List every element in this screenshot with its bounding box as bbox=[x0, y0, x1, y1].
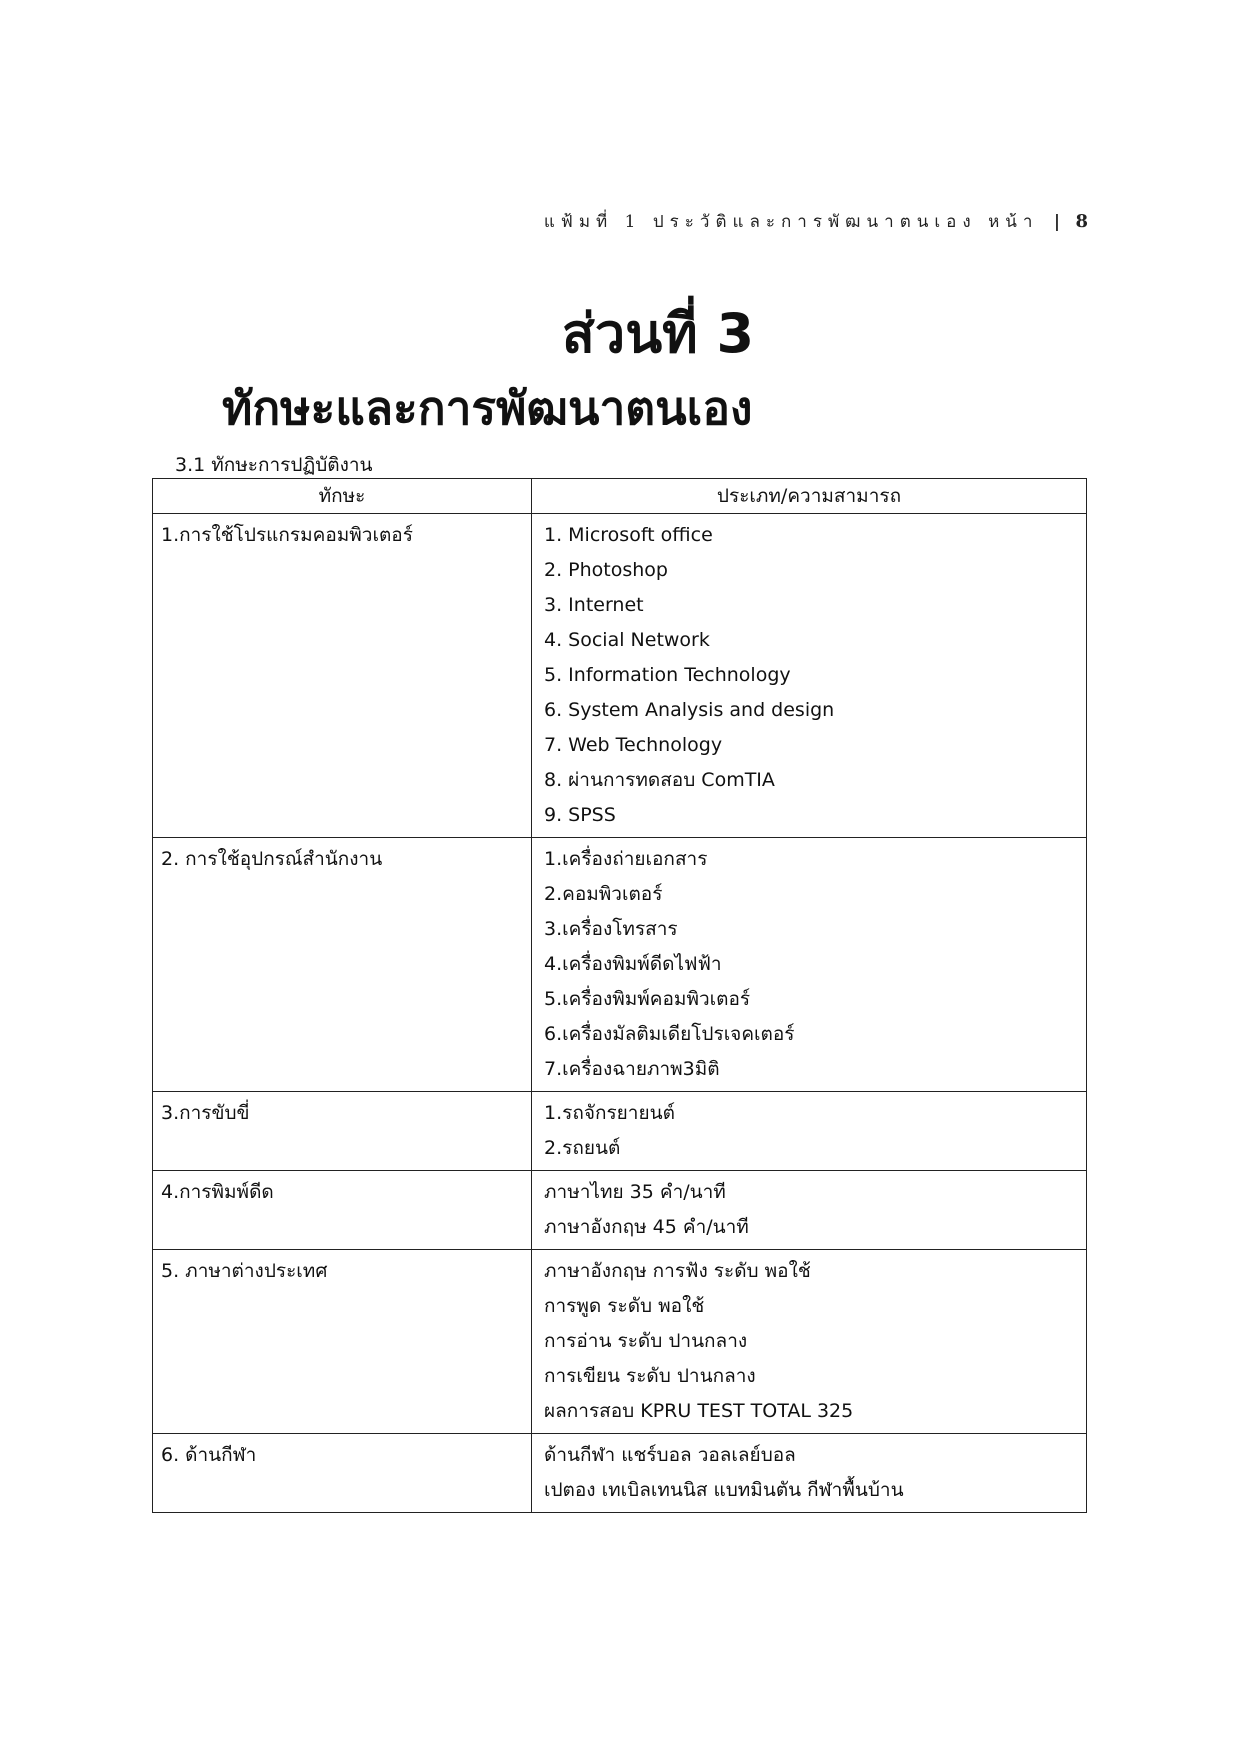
detail-item: การพูด ระดับ พอใช้ bbox=[544, 1295, 705, 1317]
detail-item: 5. Information Technology bbox=[544, 664, 791, 686]
column-header-skill: ทักษะ bbox=[153, 479, 532, 514]
skill-label: 4.การพิมพ์ดีด bbox=[161, 1181, 274, 1203]
skill-cell bbox=[153, 1250, 532, 1434]
detail-item: 3.เครื่องโทรสาร bbox=[544, 918, 678, 940]
table-header-row bbox=[153, 479, 1087, 514]
detail-item: 2.คอมพิวเตอร์ bbox=[544, 883, 663, 905]
column-header-type: ประเภท/ความสามารถ bbox=[532, 479, 1087, 514]
detail-item: 7.เครื่องฉายภาพ3มิติ bbox=[544, 1058, 720, 1080]
table-row bbox=[153, 1250, 1087, 1434]
skill-label: 6. ด้านกีฬา bbox=[161, 1444, 257, 1466]
detail-cell bbox=[532, 1250, 1087, 1434]
detail-item: 1.เครื่องถ่ายเอกสาร bbox=[544, 848, 708, 870]
detail-item: 9. SPSS bbox=[544, 804, 616, 826]
detail-item: ด้านกีฬา แชร์บอล วอลเลย์บอล bbox=[544, 1444, 796, 1466]
page-number: 8 bbox=[1075, 211, 1088, 232]
detail-cell bbox=[532, 1171, 1087, 1250]
detail-cell bbox=[532, 514, 1087, 838]
section-title: ทักษะและการพัฒนาตนเอง bbox=[222, 381, 753, 435]
skill-cell bbox=[153, 838, 532, 1092]
skill-cell bbox=[153, 1092, 532, 1171]
table-row bbox=[153, 514, 1087, 838]
detail-item: ภาษาอังกฤษ การฟัง ระดับ พอใช้ bbox=[544, 1260, 811, 1282]
running-title: แฟ้มที่ 1 ประวัติและการพัฒนาตนเอง หน้า bbox=[543, 212, 1039, 232]
detail-cell bbox=[532, 838, 1087, 1092]
table-row bbox=[153, 838, 1087, 1092]
skill-label: 3.การขับขี่ bbox=[161, 1102, 250, 1124]
skill-cell bbox=[153, 514, 532, 838]
part-title: ส่วนที่ 3 bbox=[561, 302, 755, 365]
detail-item: 2. Photoshop bbox=[544, 559, 668, 581]
detail-item: 4. Social Network bbox=[544, 629, 710, 651]
detail-item: ภาษาอังกฤษ 45 คำ/นาที bbox=[544, 1216, 749, 1238]
header-separator: | bbox=[1053, 212, 1061, 232]
detail-item: 2.รถยนต์ bbox=[544, 1137, 621, 1159]
detail-item: เปตอง เทเบิลเทนนิส แบทมินตัน กีฬาพื้นบ้าน bbox=[544, 1479, 904, 1501]
detail-item: 8. ผ่านการทดสอบ ComTIA bbox=[544, 769, 775, 791]
skill-cell bbox=[153, 1171, 532, 1250]
running-header bbox=[544, 208, 1088, 235]
detail-item: ภาษาไทย 35 คำ/นาที bbox=[544, 1181, 726, 1203]
subsection-title: 3.1 ทักษะการปฏิบัติงาน bbox=[175, 454, 373, 476]
detail-cell bbox=[532, 1434, 1087, 1513]
skill-cell bbox=[153, 1434, 532, 1513]
skill-label: 1.การใช้โปรแกรมคอมพิวเตอร์ bbox=[161, 524, 413, 546]
detail-item: 3. Internet bbox=[544, 594, 644, 616]
skill-label: 5. ภาษาต่างประเทศ bbox=[161, 1260, 328, 1282]
skill-label: 2. การใช้อุปกรณ์สำนักงาน bbox=[161, 848, 383, 870]
detail-item: การเขียน ระดับ ปานกลาง bbox=[544, 1365, 756, 1387]
detail-cell bbox=[532, 1092, 1087, 1171]
detail-item: 4.เครื่องพิมพ์ดีดไฟฟ้า bbox=[544, 953, 722, 975]
detail-item: การอ่าน ระดับ ปานกลาง bbox=[544, 1330, 748, 1352]
table-row bbox=[153, 1092, 1087, 1171]
detail-item: 5.เครื่องพิมพ์คอมพิวเตอร์ bbox=[544, 988, 751, 1010]
detail-item: 7. Web Technology bbox=[544, 734, 723, 756]
detail-item: ผลการสอบ KPRU TEST TOTAL 325 bbox=[544, 1400, 854, 1422]
detail-item: 1. Microsoft office bbox=[544, 524, 713, 546]
detail-item: 6.เครื่องมัลติมเดียโปรเจคเตอร์ bbox=[544, 1023, 795, 1045]
detail-item: 1.รถจักรยายนต์ bbox=[544, 1102, 675, 1124]
detail-item: 6. System Analysis and design bbox=[544, 699, 835, 721]
table-row bbox=[153, 1171, 1087, 1250]
skills-table bbox=[152, 478, 1087, 1513]
table-row bbox=[153, 1434, 1087, 1513]
